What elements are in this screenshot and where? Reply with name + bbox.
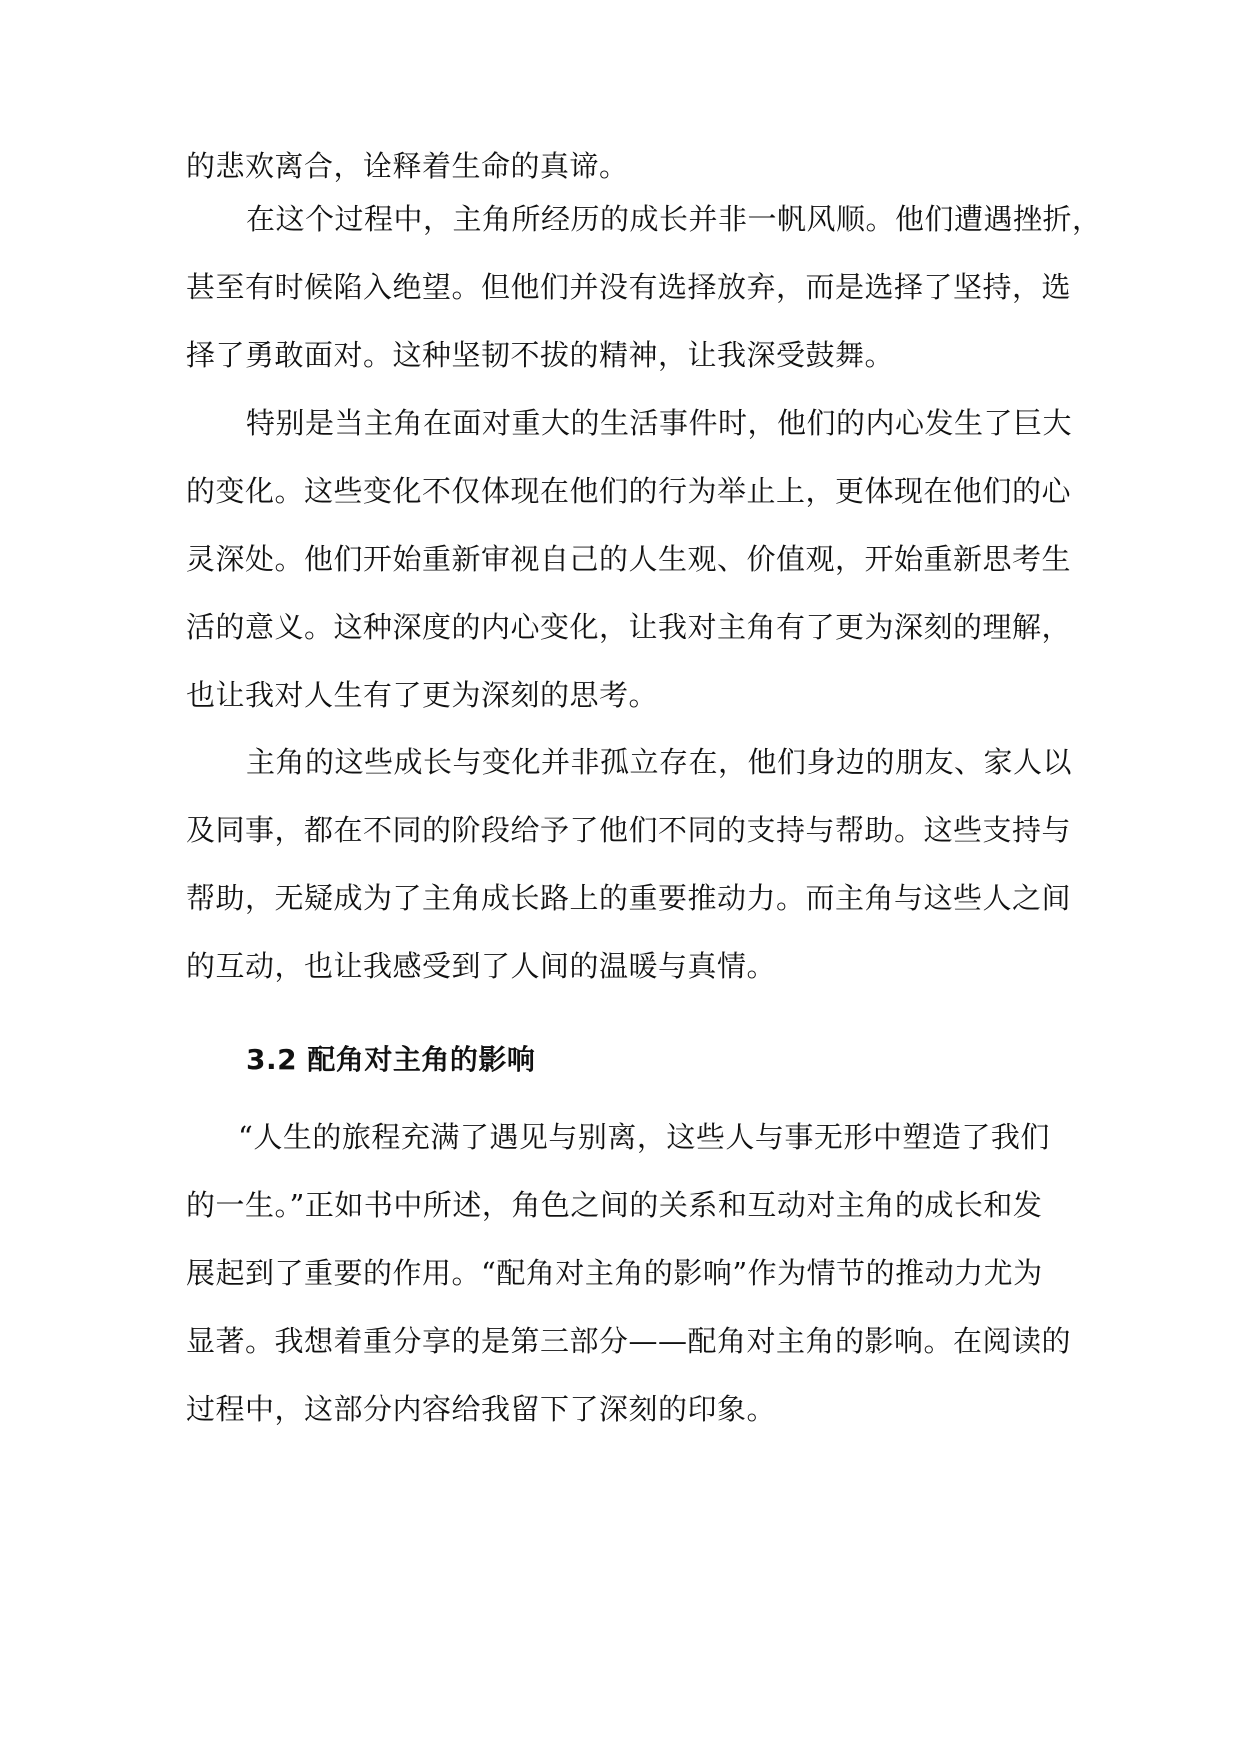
body-text-line: 显著。我想着重分享的是第三部分——配角对主角的影响。在阅读的 (186, 1324, 1072, 1358)
body-text-line: 展起到了重要的作用。“配角对主角的影响”作为情节的推动力尤为 (186, 1256, 1043, 1290)
body-text-line: 在这个过程中，主角所经历的成长并非一帆风顺。他们遭遇挫折， (246, 202, 1102, 236)
body-text-line: 的悲欢离合，诠释着生命的真谛。 (186, 149, 629, 183)
body-text-line: 活的意义。这种深度的内心变化，让我对主角有了更为深刻的理解， (186, 610, 1072, 644)
body-text-line: 甚至有时候陷入绝望。但他们并没有选择放弃，而是选择了坚持，选 (186, 270, 1072, 304)
body-text-line: 择了勇敢面对。这种坚韧不拔的精神，让我深受鼓舞。 (186, 338, 895, 372)
body-text-line: 的一生。”正如书中所述，角色之间的关系和互动对主角的成长和发 (186, 1188, 1043, 1222)
body-text-line: 过程中，这部分内容给我留下了深刻的印象。 (186, 1392, 777, 1426)
body-text-line: 特别是当主角在面对重大的生活事件时，他们的内心发生了巨大 (246, 406, 1073, 440)
body-text-line: “人生的旅程充满了遇见与别离，这些人与事无形中塑造了我们 (238, 1120, 1050, 1154)
body-text-line: 帮助，无疑成为了主角成长路上的重要推动力。而主角与这些人之间 (186, 881, 1072, 915)
body-text-line: 也让我对人生有了更为深刻的思考。 (186, 678, 659, 712)
section-heading: 3.2 配角对主角的影响 (246, 1043, 536, 1076)
body-text-line: 及同事，都在不同的阶段给予了他们不同的支持与帮助。这些支持与 (186, 813, 1072, 847)
body-text-line: 主角的这些成长与变化并非孤立存在，他们身边的朋友、家人以 (246, 745, 1073, 779)
body-text-line: 灵深处。他们开始重新审视自己的人生观、价值观，开始重新思考生 (186, 542, 1072, 576)
body-text-line: 的互动，也让我感受到了人间的温暖与真情。 (186, 949, 777, 983)
body-text-line: 的变化。这些变化不仅体现在他们的行为举止上，更体现在他们的心 (186, 474, 1072, 508)
